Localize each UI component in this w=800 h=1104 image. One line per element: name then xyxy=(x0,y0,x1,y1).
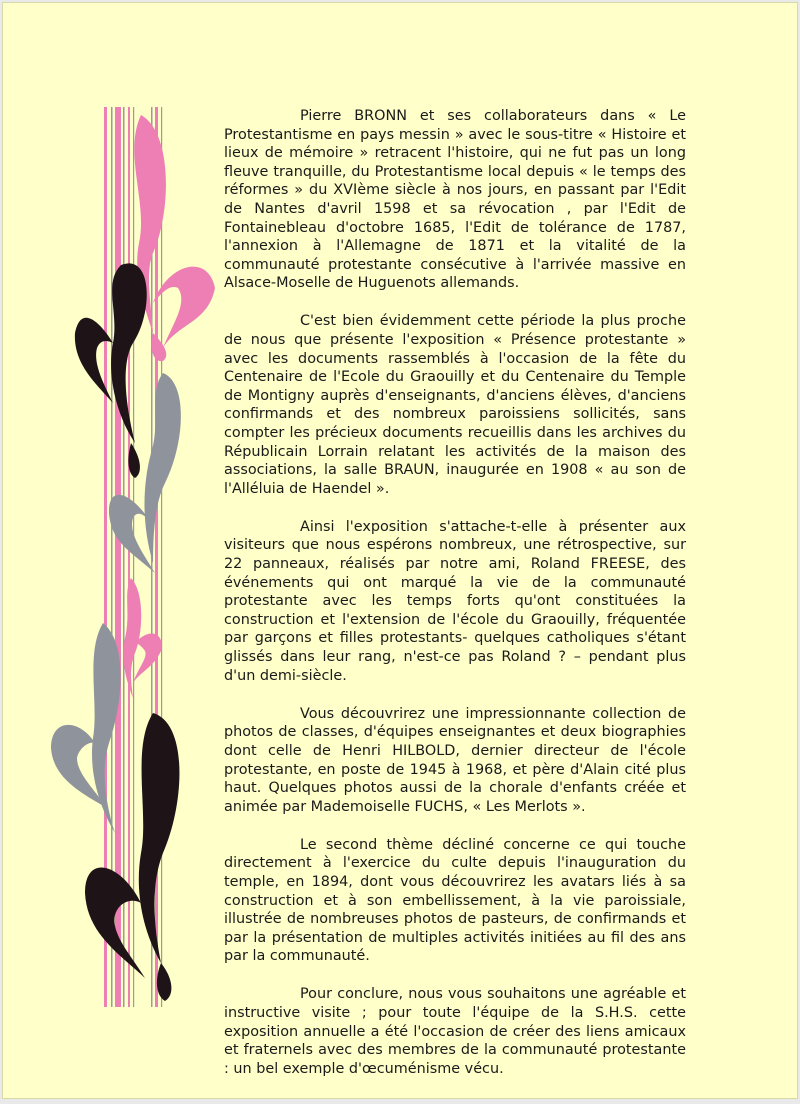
paragraph-6: Pour conclure, nous vous souhaitons une agréable et instructive visite ; pour toute l'équipe de la S.H.S. cette exposition annuelle a été l'occasion de créer des liens amicaux et fraternels avec des membres de la communauté protestante : un bel exemple d'œcuménisme vécu. xyxy=(224,986,686,1077)
paragraph-4: Vous découvrirez une impressionnante collection de photos de classes, d'équipes enseignantes et deux biographies dont celle de Henri HILBOLD, dernier directeur de l'école protestante, en poste de 1945 à 1968, et père d'Alain cité plus haut. Quelques photos aussi de la chorale d'enfants créée et animée par Mademoiselle FUCHS, « Les Merlots ». xyxy=(224,705,686,815)
text-column xyxy=(224,107,686,1098)
floral-ornament-border xyxy=(3,3,243,1104)
gray-flourish-lower xyxy=(51,623,121,833)
page xyxy=(2,2,798,1099)
paragraph-1: Pierre BRONN et ses collaborateurs dans « Le Protestantisme en pays messin » avec le sous-titre « Histoire et lieux de mémoire » retracent l'histoire, qui ne fut pas un long fleuve tranquille, du Protestantisme local depuis « le temps des réformes » du XVIème siècle à nos jours, en passant par l'Edit de Nantes d'avril 1598 et sa révocation , par l'Edit de Fontainebleau d'octobre 1685, l'Edit de tolérance de 1787, l'annexion à l'Allemagne de 1871 et la vitalité de la communauté protestante consécutive à l'arrivée massive en Alsace-Moselle de Huguenots allemands. xyxy=(224,108,686,292)
paragraph-3: Ainsi l'exposition s'attache-t-elle à présenter aux visiteurs que nous espérons nombreux, une rétrospective, sur 22 panneaux, réalisés par notre ami, Roland FREESE, des événements qui ont marqué la vie de la communauté protestante avec les temps forts qu'ont constituées la construction et l'extension de l'école du Graouilly, fréquentée par garçons et filles protestants- quelques catholiques s'étant glissés dans leur rang, n'est-ce pas Roland ? – pendant plus d'un demi-siècle. xyxy=(224,518,686,684)
pink-flourish-top xyxy=(134,115,215,361)
paragraph-5: Le second thème décliné concerne ce qui touche directement à l'exercice du culte depuis l'inauguration du temple, en 1894, dont vous découvrirez les avatars liés à sa construction et à son embellissement, à la vie paroissiale, illustrée de nombreuses photos de pasteurs, de confirmands et par la présentation de multiples activités initiées au fil des ans par la communauté. xyxy=(224,836,686,965)
black-flourish-upper xyxy=(75,263,147,478)
paragraph-2: C'est bien évidemment cette période la plus proche de nous que présente l'exposition « Présence protestante » avec les documents rassemblés à l'occasion de la fête du Centenaire de l'Ecole du Graouilly et du Centenaire du Temple de Montigny auprès d'enseignants, d'anciens élèves, d'anciens confirmands et des nombreux paroissiens sollicités, sans compter les précieux documents recueillis dans les archives du Républicain Lorrain relatant les activités de la maison des associations, la salle BRAUN, inaugurée en 1908 « au son de l'Alléluia de Haendel ». xyxy=(224,313,686,497)
